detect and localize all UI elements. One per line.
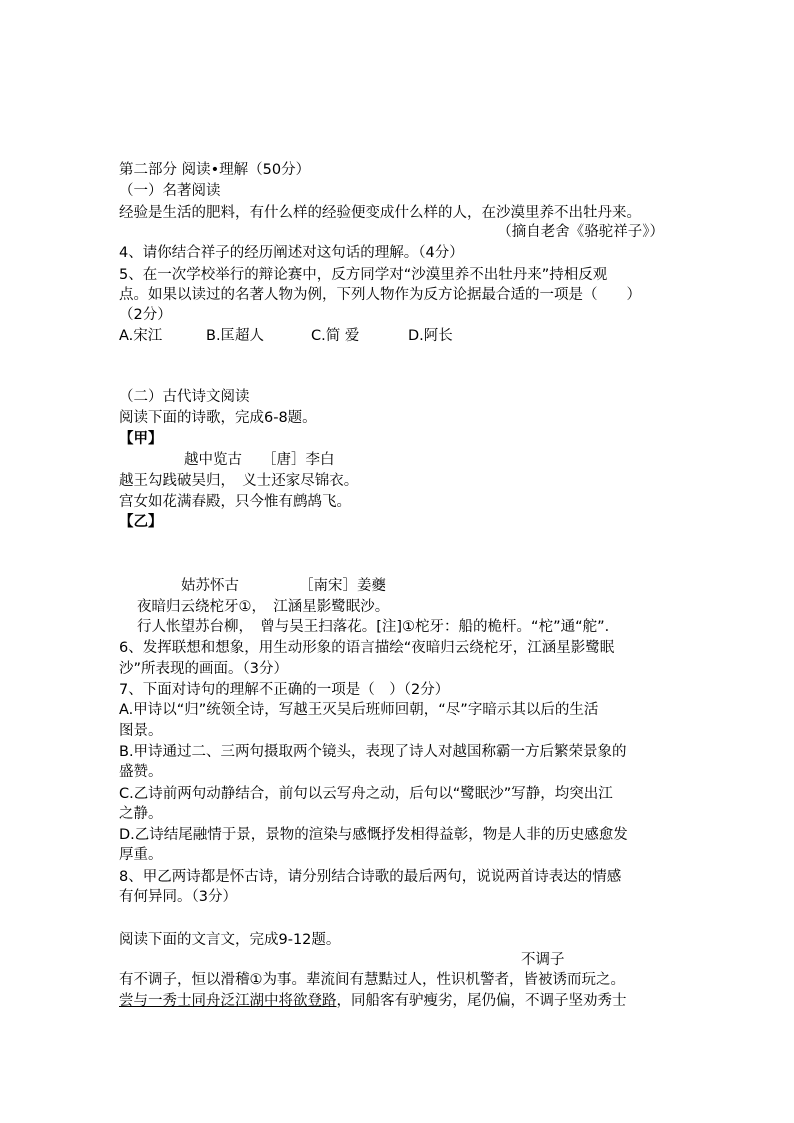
poetry-intro: 阅读下面的诗歌，完成6-8题。 [119, 410, 317, 426]
question-7-option-d-line1: D.乙诗结尾融情于景，景物的渲染与感慨抒发相得益彰，物是人非的历史感愈发 [119, 827, 628, 843]
question-7: 7、下面对诗句的理解不正确的一项是（ ）（2分） [119, 682, 450, 698]
section-title-classics: （一）名著阅读 [119, 183, 221, 199]
classical-intro: 阅读下面的文言文，完成9-12题。 [119, 932, 341, 948]
label-jia: 【甲】 [119, 431, 163, 447]
question-7-option-a-line1: A.甲诗以“归”统领全诗，写越王灭吴后班师回朝，“尽”字暗示其以后的生活 [119, 702, 599, 718]
poem1-line2: 宫女如花满春殿，只今惟有鹧鸪飞。 [119, 494, 351, 510]
classical-paragraph-line1: 有不调子，恒以滑稽①为事。辈流间有慧黠过人，性识机警者，皆被诱而玩之。 [119, 972, 625, 988]
poem2-line1: 夜暗归云绕柁牙①， 江涵星影鹭眠沙。 [137, 599, 390, 615]
question-7-option-b-line1: B.甲诗通过二、三两句摄取两个镜头，表现了诗人对越国称霸一方后繁荣景象的 [119, 744, 627, 760]
underlined-sentence: 尝与一秀士同舟泛江湖中将欲登路 [119, 993, 337, 1009]
question-7-option-d-line2: 厚重。 [119, 847, 163, 863]
poem2-author: ［南宋］姜夔 [299, 578, 386, 594]
question-5-option-c: C.简 爱 [311, 328, 360, 344]
classical-paragraph-line2-rest: ，同船客有驴瘦劣，尾仍偏，不调子坚劝秀士 [336, 993, 627, 1009]
classical-paragraph-line2 [119, 991, 627, 1011]
section-title-poetry: （二）古代诗文阅读 [119, 389, 250, 405]
question-8-line2: 有何异同。（3分） [119, 889, 237, 905]
question-6-line1: 6、发挥联想和想象，用生动形象的语言描绘“夜暗归云绕柁牙，江涵星影鹭眠 [119, 640, 615, 656]
question-5-line1: 5、在一次学校举行的辩论赛中，反方同学对“沙漠里养不出牡丹来”持相反观 [119, 267, 608, 283]
question-5-line3: （2分） [119, 307, 172, 323]
question-7-option-a-line2: 图景。 [119, 723, 163, 739]
poem1-title: 越中览古 [184, 452, 242, 468]
poem2-line2-and-note: 行人怅望苏台柳， 曾与吴王扫落花。[注]①柁牙：船的桅杆。“柁”通“舵”． [137, 619, 620, 635]
question-5-option-d: D.阿长 [408, 328, 453, 344]
question-8-line1: 8、甲乙两诗都是怀古诗，请分别结合诗歌的最后两句，说说两首诗表达的情感 [119, 869, 622, 885]
quote-source: （摘自老舍《骆驼祥子》） [497, 224, 664, 240]
label-yi: 【乙】 [119, 514, 163, 530]
question-5-option-b: B.匡超人 [206, 328, 265, 344]
question-4: 4、请你结合祥子的经历阐述对这句话的理解。（4分） [119, 245, 464, 261]
question-7-option-c-line2: 之静。 [119, 806, 163, 822]
quote-text: 经验是生活的肥料，有什么样的经验便变成什么样的人，在沙漠里养不出牡丹来。 [119, 205, 641, 221]
question-7-option-c-line1: C.乙诗前两句动静结合，前句以云写舟之动，后句以“鹭眠沙”写静，均突出江 [119, 786, 613, 802]
poem1-author: ［唐］李白 [262, 452, 335, 468]
question-6-line2: 沙”所表现的画面。（3分） [119, 661, 288, 677]
poem1-line1: 越王勾践破吴归， 义士还家尽锦衣。 [119, 473, 359, 489]
poem2-title: 姑苏怀古 [181, 578, 239, 594]
question-7-option-b-line2: 盛赞。 [119, 764, 163, 780]
question-5-option-a: A.宋江 [119, 328, 163, 344]
classical-title: 不调子 [521, 952, 565, 968]
part-heading: 第二部分 阅读•理解（50分） [119, 162, 311, 178]
question-5-line2: 点。如果以读过的名著人物为例，下列人物作为反方论据最合适的一项是（ ） [119, 287, 641, 303]
